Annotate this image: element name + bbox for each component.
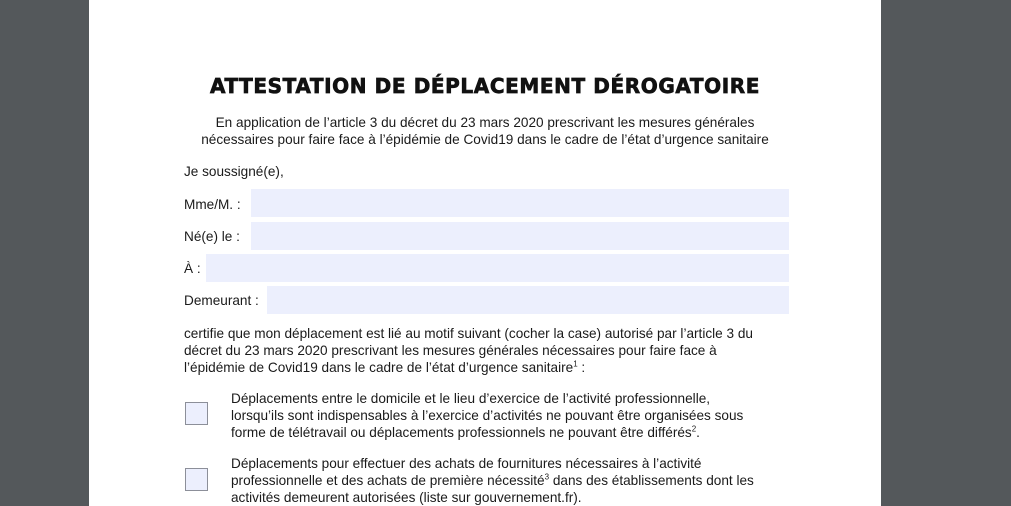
intro-line: nécessaires pour faire face à l’épidémie de Covid19 dans le cadre de l’état d’urgence sanitaire [201, 132, 769, 147]
certification-line: décret du 23 mars 2020 prescrivant les mesures générales nécessaires pour faire face à [184, 343, 717, 358]
address-label: Demeurant : [184, 293, 259, 308]
option-line-end: dans des établissements dont les [549, 473, 754, 488]
option-line-end: . [696, 425, 700, 440]
intro-text [89, 114, 881, 148]
address-field[interactable] [267, 286, 789, 314]
option-1-text [231, 390, 743, 441]
birth-place-field[interactable] [206, 254, 789, 282]
option-1-checkbox[interactable] [185, 402, 208, 425]
option-line: Déplacements entre le domicile et le lieu d’exercice de l’activité professionnelle, [231, 391, 711, 406]
birth-place-label: À : [184, 261, 201, 276]
option-2-checkbox[interactable] [185, 468, 208, 491]
certification-line: certifie que mon déplacement est lié au motif suivant (cocher la case) autorisé par l’article 3 du [184, 326, 753, 341]
certification-line-end: : [577, 360, 586, 375]
option-line-text: professionnelle et des achats de première nécessité [231, 473, 545, 488]
document-title: ATTESTATION DE DÉPLACEMENT DÉROGATOIRE [209, 74, 761, 98]
option-2-text [231, 455, 754, 506]
option-line [231, 424, 743, 441]
option-line: Déplacements pour effectuer des achats de fournitures nécessaires à l’activité [231, 456, 702, 471]
option-line: lorsqu’ils sont indispensables à l’exercice d’activités ne pouvant être organisées sous [231, 408, 744, 423]
footnote-ref: 3 [544, 472, 550, 482]
birth-date-field[interactable] [251, 222, 789, 250]
certification-text [184, 325, 804, 376]
option-line [231, 472, 754, 489]
option-line: activités demeurent autorisées (liste sur gouvernement.fr). [231, 490, 582, 505]
certification-line [184, 359, 804, 376]
birth-date-label: Né(e) le : [184, 229, 240, 244]
name-label: Mme/M. : [184, 197, 241, 212]
footnote-ref: 1 [573, 359, 578, 369]
footnote-ref: 2 [691, 424, 697, 434]
name-field[interactable] [251, 189, 789, 217]
certification-line-text: l’épidémie de Covid19 dans le cadre de l’état d’urgence sanitaire [184, 360, 574, 375]
option-line-text: forme de télétravail ou déplacements professionnels ne pouvant être différés [231, 425, 692, 440]
document-page [89, 0, 881, 506]
intro-line: En application de l’article 3 du décret du 23 mars 2020 prescrivant les mesures générales [215, 115, 755, 130]
declarant-text: Je soussigné(e), [184, 164, 284, 179]
